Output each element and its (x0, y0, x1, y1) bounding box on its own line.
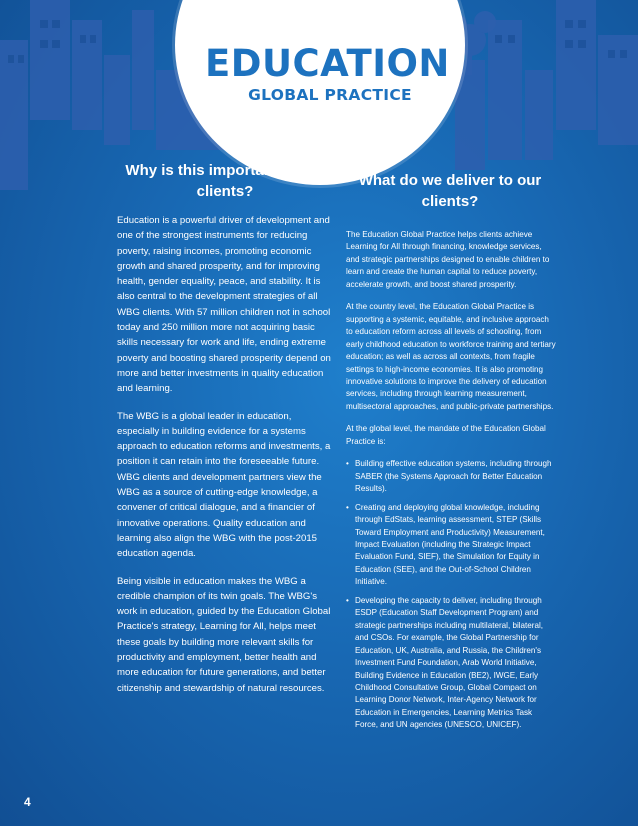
page-subtitle: GLOBAL PRACTICE (248, 86, 412, 104)
right-column (346, 229, 556, 738)
right-paragraph: At the global level, the mandate of the Education Global Practice is: (346, 424, 546, 446)
left-heading: Why is this important to our clients? (125, 162, 325, 200)
left-paragraph: Education is a powerful driver of development and one of the strongest instruments for reducing poverty, raising incomes, promoting economic growth and shared prosperity, and for improving health, gender equality, peace, and stability. It is also central to the development strategies of all WBG clients. With 57 million children not in school today and 250 million more not acquiring basic skills necessary for work and life, ending extreme poverty and boosting shared prosperity depend on more and better investments in quality education and learning. (117, 215, 331, 395)
mandate-list (346, 458, 556, 732)
list-item: • Building effective education systems, including through SABER (the Systems Approach for Better Education Results). (346, 458, 556, 495)
left-column (117, 213, 332, 708)
right-heading: What do we deliver to our clients? (358, 172, 542, 210)
list-item: • Developing the capacity to deliver, including through ESDP (Education Staff Development Program) and strategic partnerships including multilateral, bilateral, and CSOs. For example, the Global Partnership for Education, UK, Australia, and Russia, the Children's Investment Fund Foundation, Arab World Initiative, Building Evidence in Education (BE2), IWGE, Early Childhood Consultative Group, Global Compact on Learning Donor Network, Inter-Agency Network for Education in Emergencies, Learning Metrics Task Force, and UN agencies (UNESCO, UNICEF). (346, 595, 556, 732)
page-number: 4 (24, 795, 31, 809)
page-title: EDUCATION (205, 42, 450, 85)
right-paragraph: The Education Global Practice helps clients achieve Learning for All through financing, knowledge services, and strategic partnerships designed to enable children to learn and create the human capital to reduce poverty, accelerate growth, and boost shared prosperity. (346, 230, 550, 289)
right-paragraph: At the country level, the Education Global Practice is supporting a systemic, equitable, and inclusive approach to education reform across all levels of schooling, from early childhood education to workforce training and tertiary education; as well as across all contexts, from fragile settings to high-income economies. It is also promoting innovative solutions to improve the delivery of education services, including through learning measurement, multisectoral approaches, and public-private partnerships. (346, 302, 556, 411)
list-item: • Creating and deploying global knowledge, including through EdStats, learning assessment, STEP (Skills Toward Employment and Productivity) Measurement, Impact Evaluation (including the Strategic Impact Evaluation Fund, SIEF), the Simulation for Equity in Education (SEE), and the Out-of-School Children Initiative. (346, 502, 556, 589)
left-paragraph: Being visible in education makes the WBG a credible champion of its twin goals. The WBG's work in education, guided by the Education Global Practice's strategy, Learning for All, helps meet these goals by building more relevant skills for productivity and employment, better health and more education for future generations, and better citizenship and stewardship of natural resources. (117, 575, 331, 694)
left-paragraph: The WBG is a global leader in education, especially in building evidence for a systems approach to education reforms and investments, a position it can retain into the foreseeable future. WBG clients and development partners view the WBG as a source of cutting-edge knowledge, a convener of critical dialogue, and a financier of innovative operations. Quality education and learning also align the WBG with the post-2015 education agenda. (117, 410, 331, 560)
